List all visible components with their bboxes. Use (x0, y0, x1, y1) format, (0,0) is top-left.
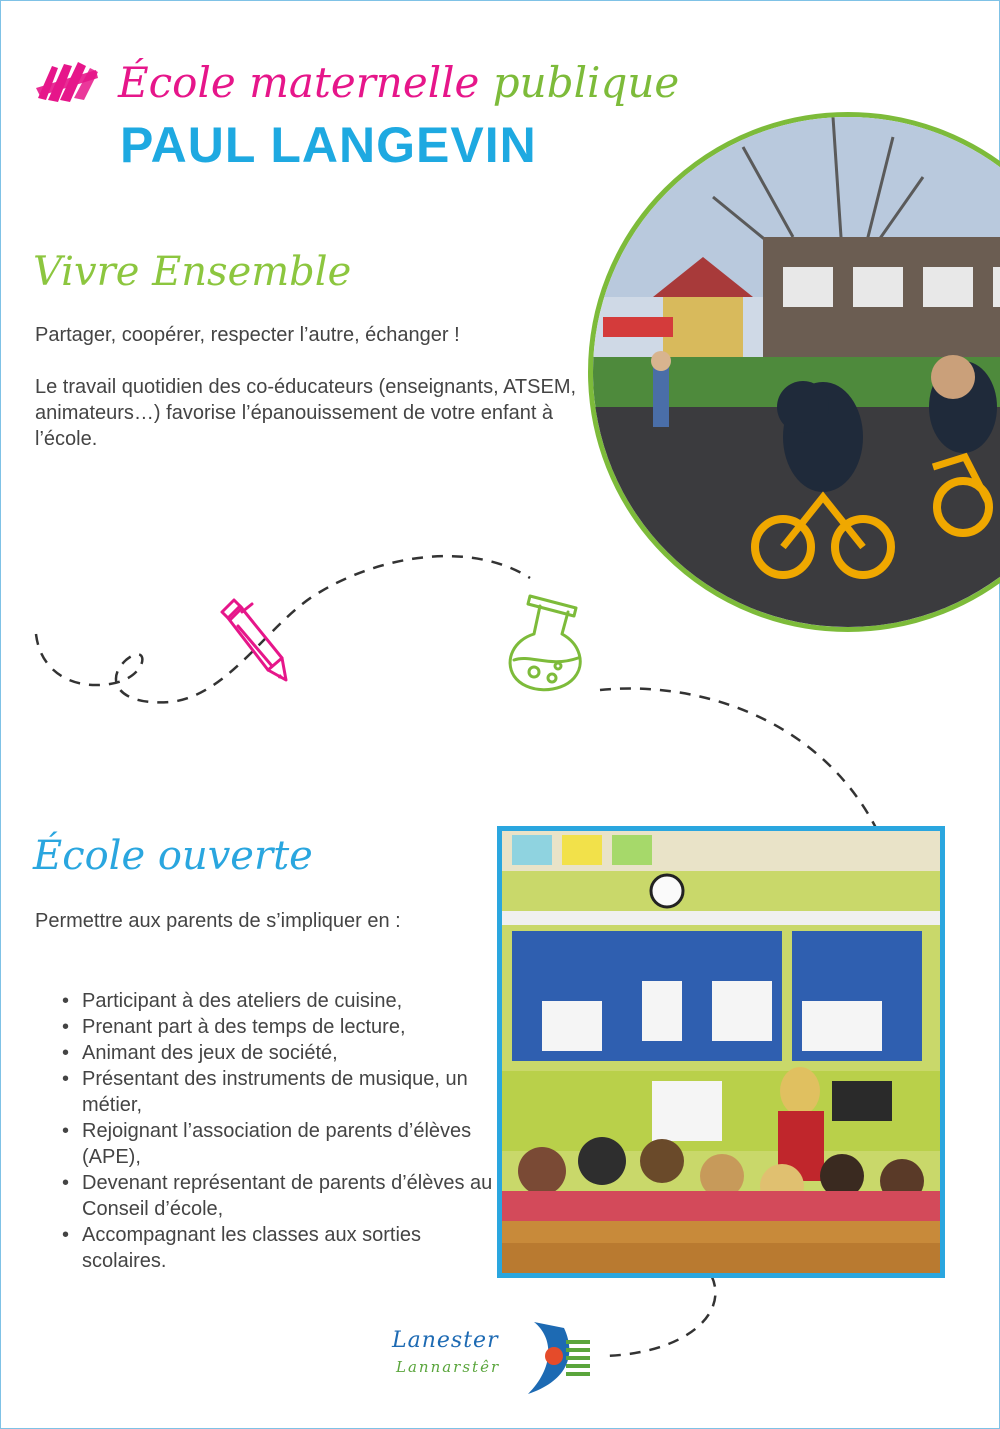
flask-icon (500, 588, 590, 698)
section-title-ecole-ouverte: École ouverte (33, 833, 313, 879)
ouverte-intro: Permettre aux parents de s’impliquer en : (35, 910, 401, 932)
list-item: • Accompagnant les classes aux sorties scolaires. (58, 1222, 498, 1274)
pink-brush-icon (34, 58, 104, 106)
pen-icon (214, 596, 298, 688)
logo-line1: Lanester (392, 1328, 499, 1353)
list-item: • Participant à des ateliers de cuisine, (58, 988, 498, 1014)
list-item: • Rejoignant l’association de parents d’élèves (APE), (58, 1118, 498, 1170)
lanester-emblem-icon (524, 1318, 592, 1398)
list-item: • Animant des jeux de société, (58, 1040, 498, 1066)
lanester-logo (392, 1318, 592, 1398)
page-title-line1 (118, 58, 679, 108)
vivre-tagline: Partager, coopérer, respecter l’autre, échanger ! (35, 324, 460, 346)
classroom-photo (497, 826, 945, 1278)
list-item: • Présentant des instruments de musique, un métier, (58, 1066, 498, 1118)
involvement-list (58, 988, 498, 1274)
list-item: • Devenant représentant de parents d’élèves au Conseil d’école, (58, 1170, 498, 1222)
title-part1: École maternelle (118, 58, 480, 107)
list-item: • Prenant part à des temps de lecture, (58, 1014, 498, 1040)
school-name: PAUL LANGEVIN (120, 117, 537, 173)
logo-line2: Lannarstêr (396, 1358, 501, 1376)
title-part2: publique (492, 58, 680, 107)
section-title-vivre-ensemble: Vivre Ensemble (33, 249, 352, 295)
vivre-paragraph: Le travail quotidien des co-éducateurs (enseignants, ATSEM, animateurs…) favorise l’épanouissement de votre enfant à l’école. (35, 376, 577, 450)
